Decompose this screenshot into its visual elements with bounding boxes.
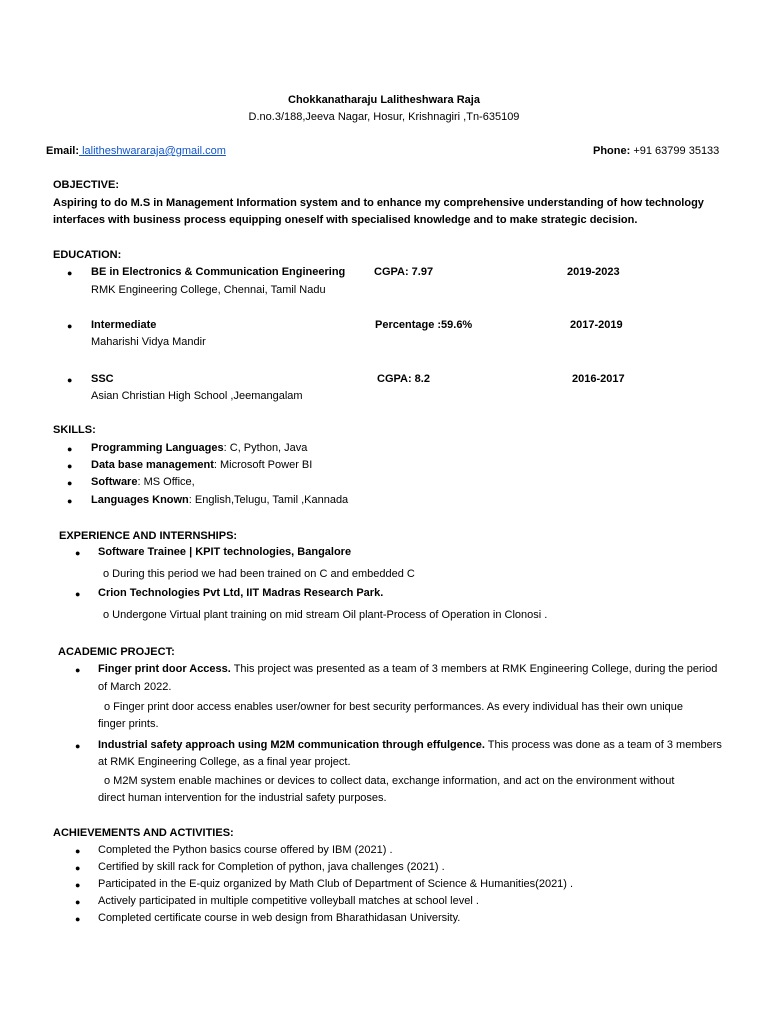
bullet-icon: ● <box>75 589 81 599</box>
skill-label: Languages Known <box>91 494 189 506</box>
education-score: Percentage :59.6% <box>375 319 473 331</box>
bullet-icon: ● <box>75 880 81 890</box>
projects-heading: ACADEMIC PROJECT: <box>58 646 175 658</box>
email-line <box>46 145 226 157</box>
education-heading: EDUCATION: <box>53 249 122 261</box>
project-detail-cont: direct human intervention for the industrial safety purposes. <box>98 792 387 804</box>
project-title: Finger print door Access. <box>98 663 231 675</box>
bullet-icon: ● <box>67 444 73 454</box>
skills-heading: SKILLS: <box>53 424 96 436</box>
education-years: 2016-2017 <box>572 373 625 385</box>
education-score: CGPA: 8.2 <box>377 373 430 385</box>
objective-line-1: Aspiring to do M.S in Management Information system and to enhance my comprehensive understanding of how technology <box>53 197 704 209</box>
skill-label: Software <box>91 476 138 488</box>
education-years: 2019-2023 <box>567 266 620 278</box>
objective-heading: OBJECTIVE: <box>53 179 120 191</box>
email-link[interactable]: lalitheshwararaja@gmail.com <box>79 145 226 157</box>
skill-label: Data base management <box>91 459 214 471</box>
achievement-text: Completed the Python basics course offered by IBM (2021) . <box>98 844 393 856</box>
education-degree: BE in Electronics & Communication Engineering <box>91 266 346 278</box>
bullet-icon: ● <box>75 846 81 856</box>
achievement-text: Participated in the E-quiz organized by Math Club of Department of Science & Humanities(2021) . <box>98 878 574 890</box>
skill-value: : English,Telugu, Tamil ,Kannada <box>188 494 349 506</box>
project-detail: o Finger print door access enables user/owner for best security performances. As every individual has their own unique <box>104 701 684 713</box>
skill-value: : Microsoft Power BI <box>213 459 313 471</box>
bullet-icon: ● <box>67 461 73 471</box>
bullet-icon: ● <box>67 375 73 385</box>
project-description-cont: of March 2022. <box>98 681 172 693</box>
objective-line-2: interfaces with business process equipping oneself with specialised knowledge and to make strategic decision. <box>53 214 638 226</box>
address: D.no.3/188,Jeeva Nagar, Hosur, Krishnagiri ,Tn-635109 <box>248 111 520 123</box>
education-school: Asian Christian High School ,Jeemangalam <box>91 390 303 402</box>
bullet-icon: ● <box>67 478 73 488</box>
phone-label: Phone: <box>593 145 631 157</box>
experience-title: Software Trainee | KPIT technologies, Bangalore <box>98 546 352 558</box>
achievement-text: Actively participated in multiple competitive volleyball matches at school level . <box>98 895 479 907</box>
education-school: RMK Engineering College, Chennai, Tamil Nadu <box>91 284 326 296</box>
bullet-icon: ● <box>75 741 81 751</box>
bullet-icon: ● <box>67 496 73 506</box>
education-school: Maharishi Vidya Mandir <box>91 336 206 348</box>
experience-heading: EXPERIENCE AND INTERNSHIPS: <box>59 530 238 542</box>
project-detail: o M2M system enable machines or devices to collect data, exchange information, and act on the environment without <box>104 775 675 787</box>
bullet-icon: ● <box>75 914 81 924</box>
skill-value: : C, Python, Java <box>223 442 308 454</box>
bullet-icon: ● <box>75 548 81 558</box>
bullet-icon: ● <box>75 897 81 907</box>
experience-detail: o During this period we had been trained on C and embedded C <box>103 568 415 580</box>
bullet-icon: ● <box>67 268 73 278</box>
education-degree: SSC <box>91 373 114 385</box>
education-score: CGPA: 7.97 <box>374 266 434 278</box>
project-description: This project was presented as a team of 3 members at RMK Engineering College, during the period <box>230 663 718 675</box>
skill-value: : MS Office, <box>137 476 195 488</box>
experience-title: Crion Technologies Pvt Ltd, IIT Madras Research Park. <box>98 587 384 599</box>
phone-line <box>593 145 719 157</box>
resume-name: Chokkanatharaju Lalitheshwara Raja <box>288 94 480 106</box>
project-description-cont: at RMK Engineering College, as a final year project. <box>98 756 351 768</box>
education-degree: Intermediate <box>91 319 157 331</box>
experience-detail: o Undergone Virtual plant training on mid stream Oil plant-Process of Operation in Clonosi . <box>103 609 548 621</box>
bullet-icon: ● <box>75 863 81 873</box>
achievement-text: Completed certificate course in web design from Bharathidasan University. <box>98 912 461 924</box>
bullet-icon: ● <box>75 665 81 675</box>
phone-number: +91 63799 35133 <box>633 145 720 157</box>
email-label: Email: <box>46 145 80 157</box>
project-title: Industrial safety approach using M2M communication through effulgence. <box>98 739 485 751</box>
project-detail-cont: finger prints. <box>98 718 159 730</box>
skill-label: Programming Languages <box>91 442 224 454</box>
achievement-text: Certified by skill rack for Completion of python, java challenges (2021) . <box>98 861 445 873</box>
bullet-icon: ● <box>67 321 73 331</box>
achievements-heading: ACHIEVEMENTS AND ACTIVITIES: <box>53 827 234 839</box>
project-description: This process was done as a team of 3 members <box>484 739 722 751</box>
education-years: 2017-2019 <box>570 319 623 331</box>
